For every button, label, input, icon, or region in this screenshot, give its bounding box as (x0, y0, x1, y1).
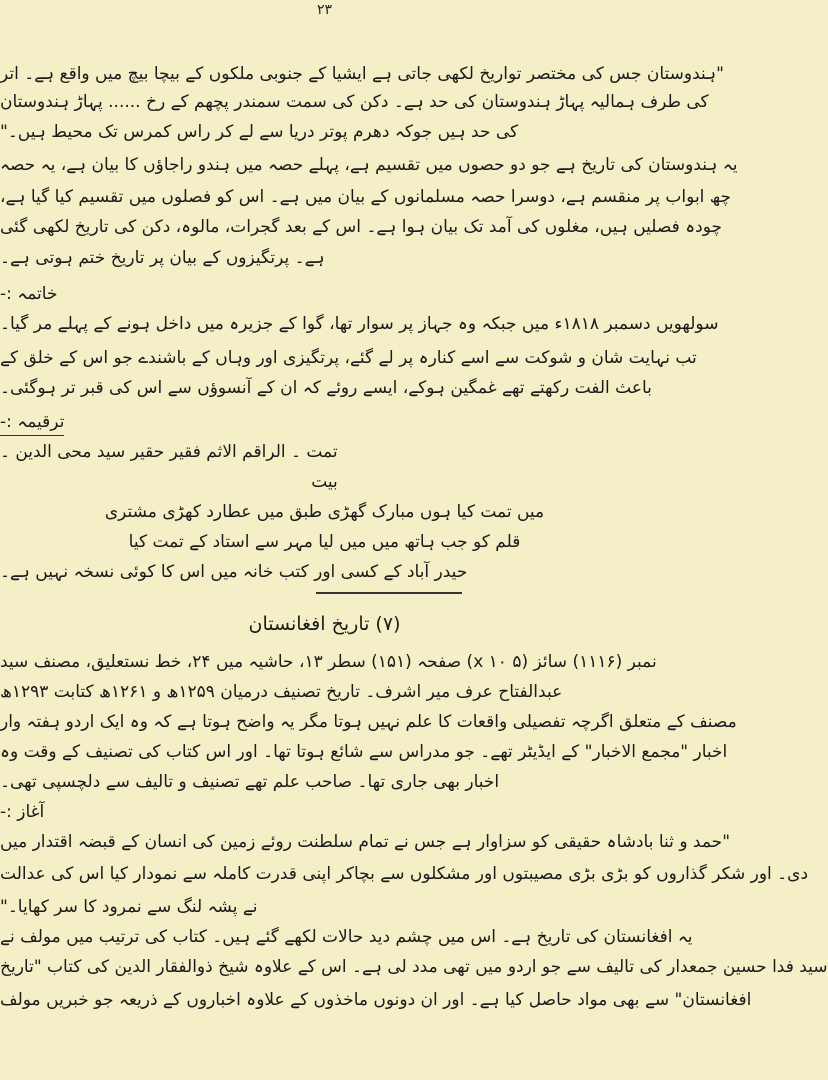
text-line: یہ افغانستان کی تاریخ ہے۔ اس میں چشم دید حالات لکھے گئے ہیں۔ کتاب کی ترتیب میں مولف نے (0, 927, 693, 947)
verse-line: میں تمت کیا ہوں مبارک گھڑی طبق میں عطارد کھڑی مشتری (104, 502, 545, 522)
text-line: نے پشہ لنگ سے نمرود کا سر کھایا۔" (0, 897, 258, 917)
text-line: تمت ۔ الراقم الاثم فقیر حقیر سید محی الدین ۔ (0, 442, 338, 462)
section-label-khatima: خاتمہ :- (0, 284, 58, 304)
text-line: کی حد ہیں جوکہ دھرم پوتر دریا سے لے کر راس کمرس تک محیط ہیں۔" (0, 122, 519, 142)
text-line: سید فدا حسین جمعدار کی تالیف سے جو اردو میں تھی مدد لی ہے۔ اس کے علاوہ شیخ ذوالفقار الدین کی کتاب "تاریخ (0, 957, 828, 977)
text-line: کی طرف ہمالیہ پہاڑ ہندوستان کی حد ہے۔ دکن کی سمت سمندر پچھم کے رخ ...... پہاڑ ہندوستان (0, 92, 709, 112)
text-line: ہے۔ پرتگیزوں کے بیان پر تاریخ ختم ہوتی ہے۔ (0, 248, 325, 268)
text-line: "حمد و ثنا بادشاہ حقیقی کو سزاوار ہے جس نے تمام سلطنت روئے زمین کی انسان کے قبضہ اقتدار میں (0, 832, 731, 852)
text-line: دی۔ اور شکر گذاروں کو بڑی بڑی مصیبتوں اور مشکلوں سے بچاکر اپنی قدرت کاملہ سے نمودار کیا اس کی عدالت (0, 864, 809, 884)
text-line: عبدالفتاح عرف میر اشرف۔ تاریخ تصنیف درمیان ۱۲۵۹ھ و ۱۲۶۱ھ کتابت ۱۲۹۳ھ (0, 682, 563, 702)
text-line: حیدر آباد کے کسی اور کتب خانہ میں اس کا کوئی نسخہ نہیں ہے۔ (0, 562, 468, 582)
text-line: نمبر (۱۱۱۶) سائز (۵ x ۱۰) صفحہ (۱۵۱) سطر ۱۳، حاشیہ میں ۲۴، خط نستعلیق، مصنف سید (0, 652, 657, 672)
text-line: مصنف کے متعلق اگرچہ تفصیلی واقعات کا علم نہیں ہوتا مگر یہ واضح ہوتا ہے کہ وہ ایک اردو ہفتہ وار (0, 712, 737, 732)
text-line: چودہ فصلیں ہیں، مغلوں کی آمد تک بیان ہوا ہے۔ اس کے بعد گجرات، مالوہ، دکن کی تاریخ لکھی گئی (0, 217, 723, 237)
text-line: یہ ہندوستان کی تاریخ ہے جو دو حصوں میں تقسیم ہے، پہلے حصہ میں ہندو راجاؤں کا بیان ہے، یہ حصہ (0, 155, 738, 175)
verse-heading: بیت (311, 472, 338, 492)
text-line: افغانستان" سے بھی مواد حاصل کیا ہے۔ اور ان دونوں ماخذوں کے علاوہ اخباروں کے ذریعہ جو خبریں مولف (0, 990, 752, 1010)
section-label-aghaz: آغاز :- (0, 802, 45, 822)
verse-line: قلم کو جب ہاتھ میں میں لیا مہر سے استاد کے تمت کیا (128, 532, 521, 552)
text-line: اخبار "مجمع الاخبار" کے ایڈیٹر تھے۔ جو مدراس سے شائع ہوتا تھا۔ اور اس کتاب کی تصنیف کے وقت وہ (0, 742, 728, 762)
divider (316, 592, 462, 594)
text-line: تب نہایت شان و شوکت سے اسے کنارہ پر لے گئے، پرتگیزی اور وہاں کے باشندے جو اس کے خلق کے (0, 348, 697, 368)
text-line: سولھویں دسمبر ۱۸۱۸ء میں جبکہ وہ جہاز پر سوار تھا، گوا کے جزیرہ میں داخل ہونے کے پہلے مر گیا۔ (0, 314, 719, 334)
text-line: باعث الفت رکھتے تھے غمگین ہوکے، ایسے روئے کہ ان کے آنسوؤں سے اس کی قبر تر ہوگئی۔ (0, 378, 652, 398)
section-heading: (۷) تاریخ افغانستان (248, 613, 401, 635)
text-line: چھ ابواب پر منقسم ہے، دوسرا حصہ مسلمانوں کے بیان میں ہے۔ اس کو فصلوں میں تقسیم کیا گیا ہے، (0, 187, 732, 207)
page-number: ۲۳ (316, 2, 333, 18)
text-line: اخبار بھی جاری تھا۔ صاحب علم تھے تصنیف و تالیف سے دلچسپی تھی۔ (0, 772, 500, 792)
text-line: "ہندوستان جس کی مختصر تواریخ لکھی جاتی ہے ایشیا کے جنوبی ملکوں کے بیچا بیچ میں واقع ہے۔ اتر (0, 64, 724, 84)
section-label-tarqeema: ترقیمہ :- (0, 410, 649, 436)
